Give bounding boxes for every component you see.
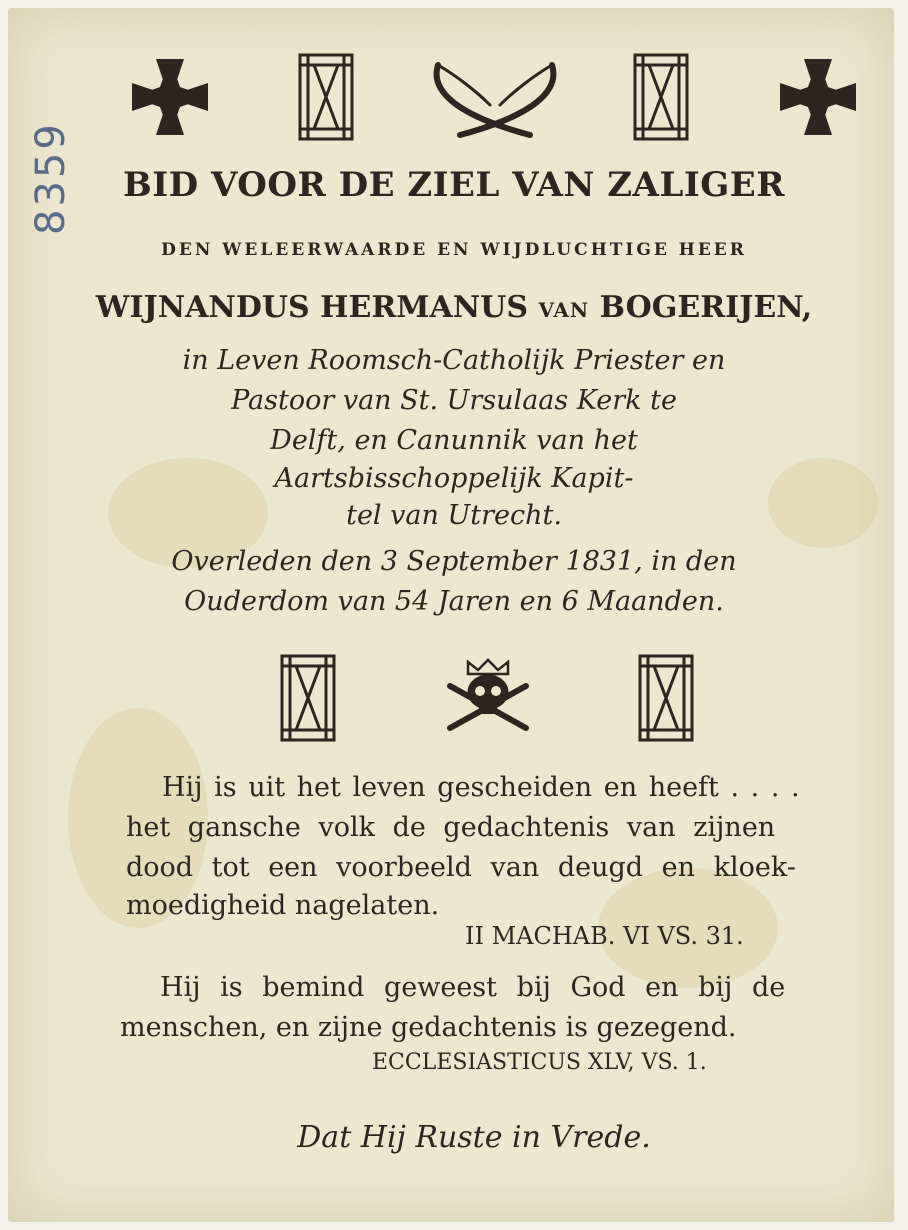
biography-line: Delft, en Canunnik van het — [270, 425, 638, 456]
verse-line: Hij is uit het leven gescheiden en heeft . . . . — [162, 772, 800, 803]
verse-line: dood tot een voorbeeld van deugd en kloek- — [126, 852, 796, 883]
verse-line: het gansche volk de gedachtenis van zijnen — [126, 812, 776, 843]
name-given: WIJNANDUS HERMANUS — [95, 290, 528, 325]
deceased-name — [0, 290, 908, 325]
death-line: Overleden den 3 September 1831, in den — [171, 546, 737, 577]
biography-line: in Leven Roomsch-Catholijk Priester en — [182, 345, 726, 376]
verse-line: menschen, en zijne gedachtenis is gezegend. — [120, 1012, 737, 1043]
biography-line: tel van Utrecht. — [346, 500, 562, 531]
verse-line: Hij is bemind geweest bij God en bij de — [160, 972, 786, 1003]
cross-pattee-icon — [780, 59, 856, 135]
hourglass-icon — [300, 55, 352, 139]
biography-line: Aartsbisschoppelijk Kapit- — [274, 463, 634, 494]
hourglass-icon — [282, 656, 334, 740]
name-surname: BOGERIJEN, — [599, 290, 813, 325]
crowned-skull-icon — [450, 660, 526, 728]
cross-pattee-icon — [132, 59, 208, 135]
death-line: Ouderdom van 54 Jaren en 6 Maanden. — [184, 586, 724, 617]
name-particle: VAN — [538, 298, 590, 322]
verse-reference: II MACHAB. VI VS. 31. — [465, 922, 744, 950]
verse-reference: ECCLESIASTICUS XLV, VS. 1. — [372, 1050, 707, 1075]
card-heading: BID VOOR DE ZIEL VAN ZALIGER — [123, 165, 785, 205]
verse-line: moedigheid nagelaten. — [126, 890, 440, 921]
hourglass-icon — [635, 55, 687, 139]
archive-number: 8359 — [28, 121, 74, 235]
middle-ornament-row — [0, 650, 908, 750]
closing-line: Dat Hij Ruste in Vrede. — [297, 1120, 651, 1155]
hourglass-icon — [640, 656, 692, 740]
honorific-line: DEN WELEERWAARDE EN WIJDLUCHTIGE HEER — [161, 240, 747, 260]
crossed-scythes-icon — [437, 65, 554, 135]
biography-line: Pastoor van St. Ursulaas Kerk te — [231, 385, 677, 416]
top-ornament-row — [0, 50, 908, 145]
